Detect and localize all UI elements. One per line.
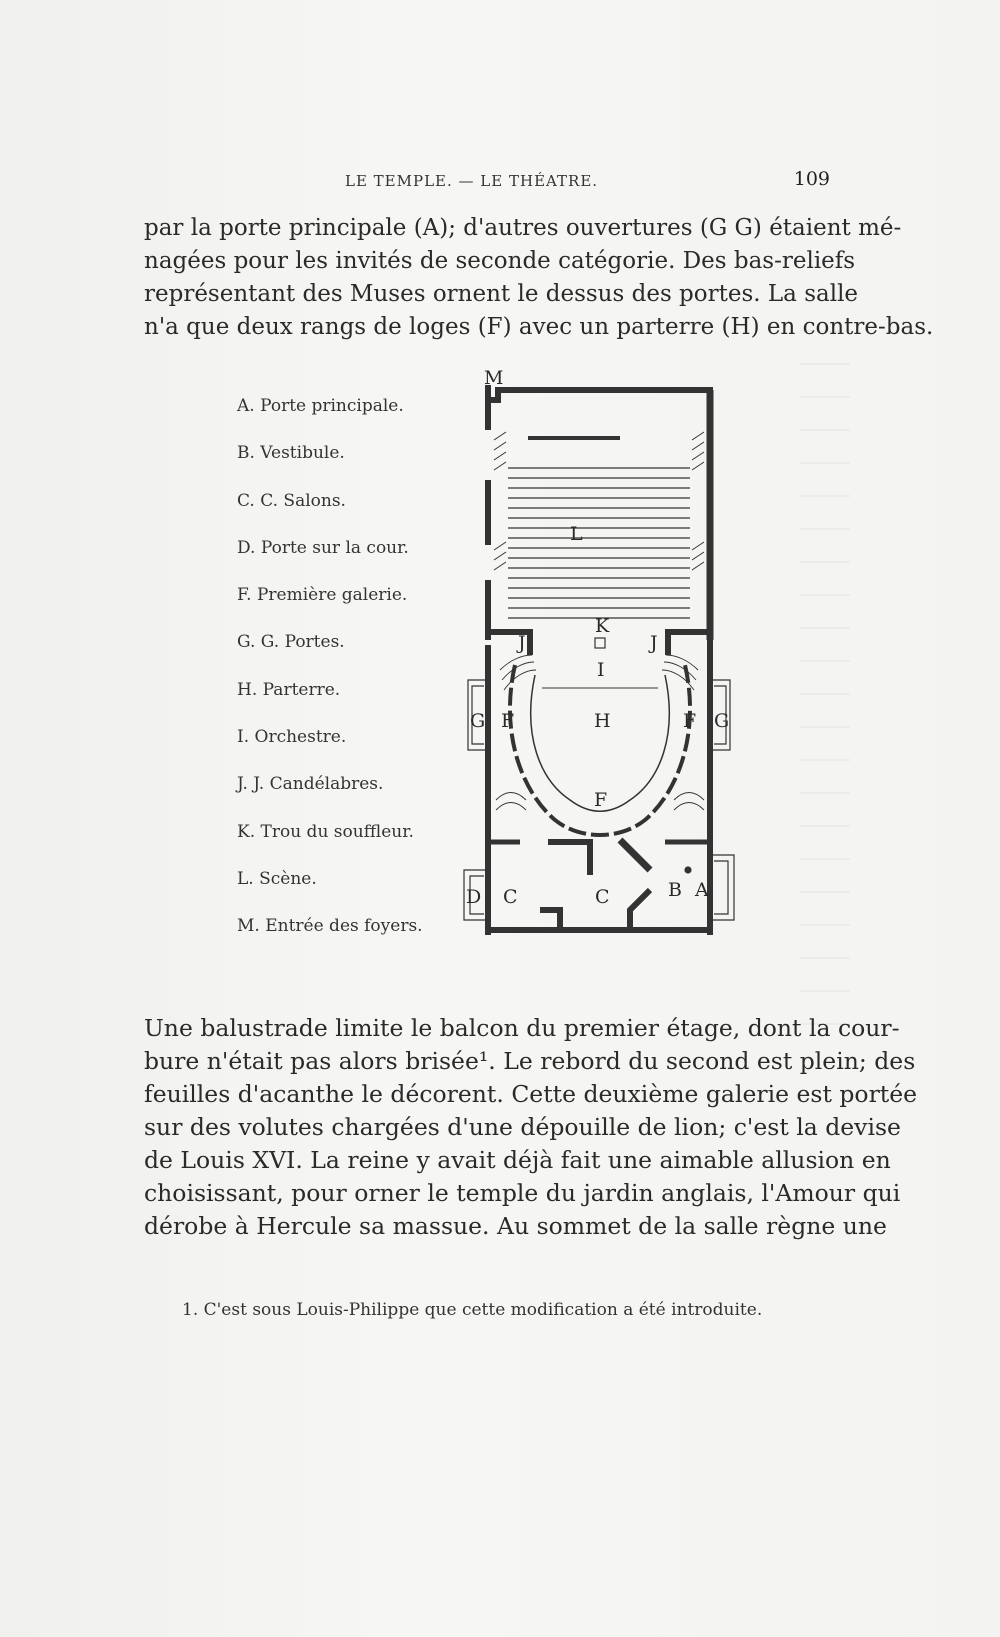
legend-item: K. Trou du souffleur. <box>237 821 414 842</box>
paragraph-line: bure n'était pas alors brisée¹. Le rebord du second est plein; des <box>144 1047 916 1075</box>
paragraph-line: nagées pour les invités de seconde catégorie. Des bas-reliefs <box>144 248 856 274</box>
running-title: LE TEMPLE. — LE THÉATRE. <box>345 172 599 190</box>
paragraph-line: Une balustrade limite le balcon du premier étage, dont la cour- <box>144 1014 900 1042</box>
legend-item: H. Parterre. <box>237 679 341 700</box>
plan-label-g-right: G <box>714 710 730 732</box>
plan-label-f-right: F <box>683 710 697 732</box>
plan-label-m: M <box>484 370 504 389</box>
paragraph-line: dérobe à Hercule sa massue. Au sommet de la salle règne une <box>144 1212 887 1240</box>
plan-label-c-left: C <box>503 886 518 908</box>
legend-item: L. Scène. <box>237 868 317 889</box>
plan-label-i: I <box>597 659 605 681</box>
paragraph-line: par la porte principale (A); d'autres ouvertures (G G) étaient mé- <box>144 215 902 241</box>
paragraph-line: représentant des Muses ornent le dessus des portes. La salle <box>144 281 859 307</box>
plan-label-l: L <box>570 523 583 545</box>
legend-item: M. Entrée des foyers. <box>237 916 423 937</box>
vestibule-wall-centre <box>548 842 590 875</box>
intro-paragraph <box>144 212 934 344</box>
plan-label-d: D <box>466 886 482 908</box>
plan-legend <box>237 396 447 964</box>
show-through-text <box>800 330 850 1030</box>
proscenium-right <box>668 632 710 655</box>
stage-floorboards <box>508 468 690 618</box>
body-paragraph <box>144 1012 918 1243</box>
legend-item: B. Vestibule. <box>237 443 345 464</box>
plan-label-f-bottom: F <box>594 789 608 811</box>
salon-wall-right <box>630 890 650 930</box>
column-dot <box>685 867 691 873</box>
legend-item: C. C. Salons. <box>237 490 346 511</box>
prompter-box <box>595 638 605 648</box>
footnote: 1. C'est sous Louis-Philippe que cette modification a été introduite. <box>182 1300 763 1320</box>
running-header <box>145 168 830 196</box>
plan-label-c-right: C <box>595 886 610 908</box>
theatre-floor-plan <box>460 370 740 990</box>
paragraph-line: de Louis XVI. La reine y avait déjà fait une aimable allusion en <box>144 1146 891 1174</box>
plan-label-f-left: F <box>501 710 515 732</box>
paragraph-line: feuilles d'acanthe le décorent. Cette deuxième galerie est portée <box>144 1080 918 1108</box>
legend-item: A. Porte principale. <box>237 396 404 416</box>
plan-label-j-right: J <box>650 632 658 654</box>
plan-label-k: K <box>595 615 610 637</box>
paragraph-line: n'a que deux rangs de loges (F) avec un parterre (H) en contre-bas. <box>144 314 934 340</box>
legend-item: J. J. Candélabres. <box>237 774 384 795</box>
top-wall <box>488 385 710 400</box>
plan-label-j-left: J <box>518 632 526 654</box>
plan-label-g-left: G <box>470 710 486 732</box>
page-number: 109 <box>793 168 830 190</box>
stage-wing-hatching <box>494 432 704 570</box>
plan-label-h: H <box>594 710 611 732</box>
paragraph-line: choisissant, pour orner le temple du jardin anglais, l'Amour qui <box>144 1179 901 1207</box>
legend-item: F. Première galerie. <box>237 585 408 606</box>
legend-item: I. Orchestre. <box>237 727 347 748</box>
vestibule-diagonal <box>620 840 650 870</box>
plan-label-b: B <box>668 879 682 901</box>
plan-label-a: A <box>695 879 709 901</box>
legend-item: D. Porte sur la cour. <box>237 537 409 558</box>
legend-item: G. G. Portes. <box>237 632 345 653</box>
paragraph-line: sur des volutes chargées d'une dépouille de lion; c'est la devise <box>144 1113 901 1141</box>
